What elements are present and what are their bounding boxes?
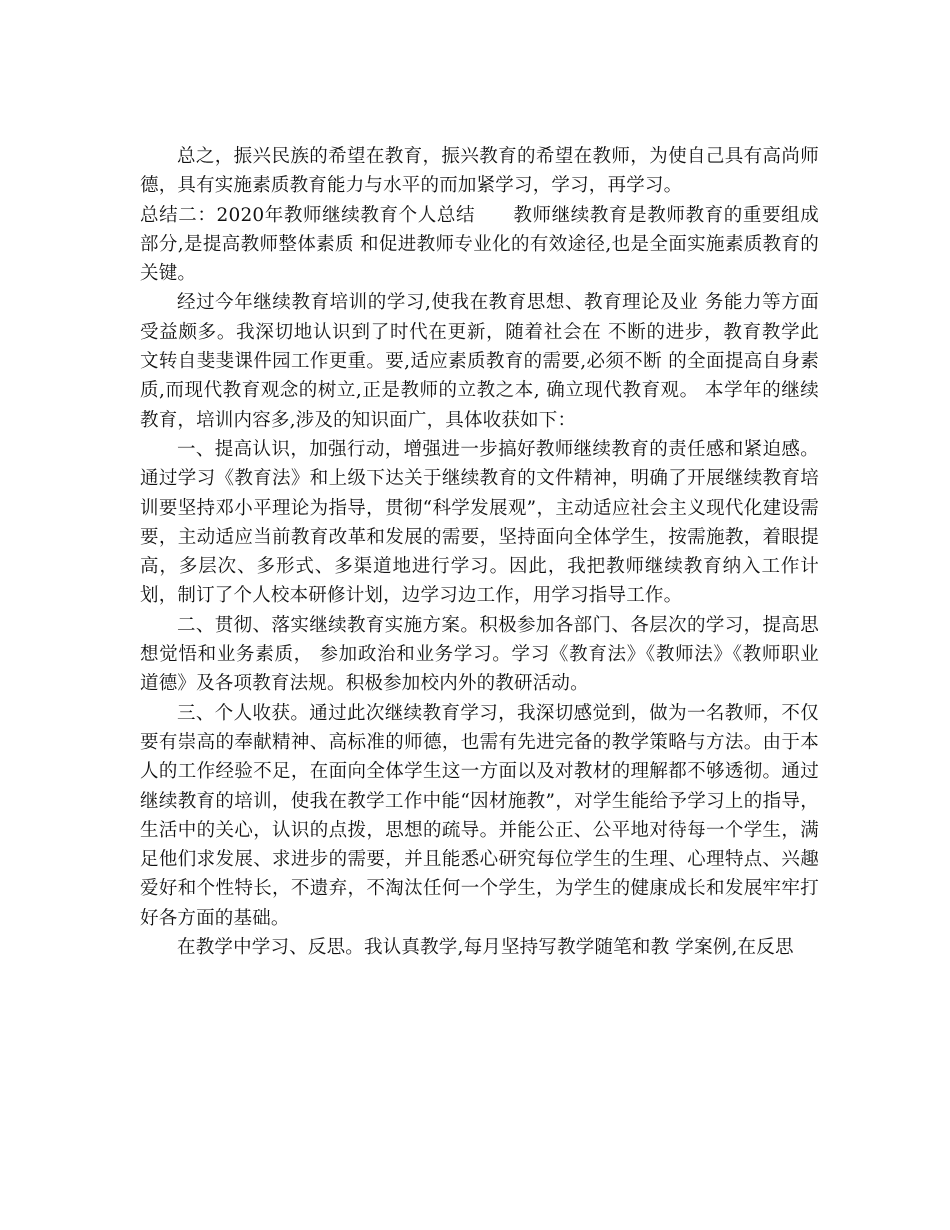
paragraph-conclusion: 总之，振兴民族的希望在教育，振兴教育的希望在教师，为使自己具有高尚师德，具有实施素质教育能力与水平的而加紧学习，学习，再学习。: [140, 146, 819, 197]
paragraph-point-one: 一、提高认识，加强行动，增强进一步搞好教师继续教育的责任感和紧迫感。通过学习《教育法》和上级下达关于继续教育的文件精神，明确了开展继续教育培训要坚持邓小平理论为指导，贯彻“科学发展观”，主动适应社会主义现代化建设需要，主动适应当前教育改革和发展的需要，坚持面向全体学生，按需施教，着眼提高，多层次、多形式、多渠道地进行学习。因此，我把教师继续教育纳入工作计划，制订了个人校本研修计划，边学习边工作，用学习指导工作。: [140, 438, 819, 607]
paragraph-training-benefits: 经过今年继续教育培训的学习,使我在教育思想、教育理论及业 务能力等方面受益颇多。我深切地认识到了时代在更新，随着社会在 不断的进步，教育教学此文转自斐斐课件园工作更重。要,适应素质教育的需要,必须不断 的全面提高自身素质,而现代教育观念的树立,正是教师的立教之本, 确立现代教育观。 本学年的继续教育，培训内容多,涉及的知识面广，具体收获如下：: [140, 292, 819, 431]
paragraph-reflection: 在教学中学习、反思。我认真教学,每月坚持写教学随笔和教 学案例,在反思: [177, 937, 794, 959]
paragraph-point-three: 三、个人收获。通过此次继续教育学习，我深切感觉到，做为一名教师，不仅要有崇高的奉献精神、高标准的师德，也需有先进完备的教学策略与方法。由于本人的工作经验不足，在面向全体学生这一方面以及对教材的理解都不够透彻。通过继续教育的培训，使我在教学工作中能“因材施教”，对学生能给予学习上的指导，生活中的关心，认识的点拨，思想的疏导。并能公正、公平地对待每一个学生，满足他们求发展、求进步的需要，并且能悉心研究每位学生的生理、心理特点、兴趣爱好和个性特长，不遗弃，不淘汰任何一个学生，为学生的健康成长和发展牢牢打好各方面的基础。: [140, 702, 819, 929]
paragraph-summary-two-heading: 总结二：2020年教师继续教育个人总结 教师继续教育是教师教育的重要组成部分,是提高教师整体素质 和促进教师专业化的有效途径,也是全面实施素质教育的关键。: [140, 204, 819, 285]
paragraph-point-two: 二、贯彻、落实继续教育实施方案。积极参加各部门、各层次的学习，提高思想觉悟和业务素质， 参加政治和业务学习。学习《教育法》《教师法》《教师职业道德》及各项教育法规。积极参加校内外的教研活动。: [140, 614, 819, 695]
